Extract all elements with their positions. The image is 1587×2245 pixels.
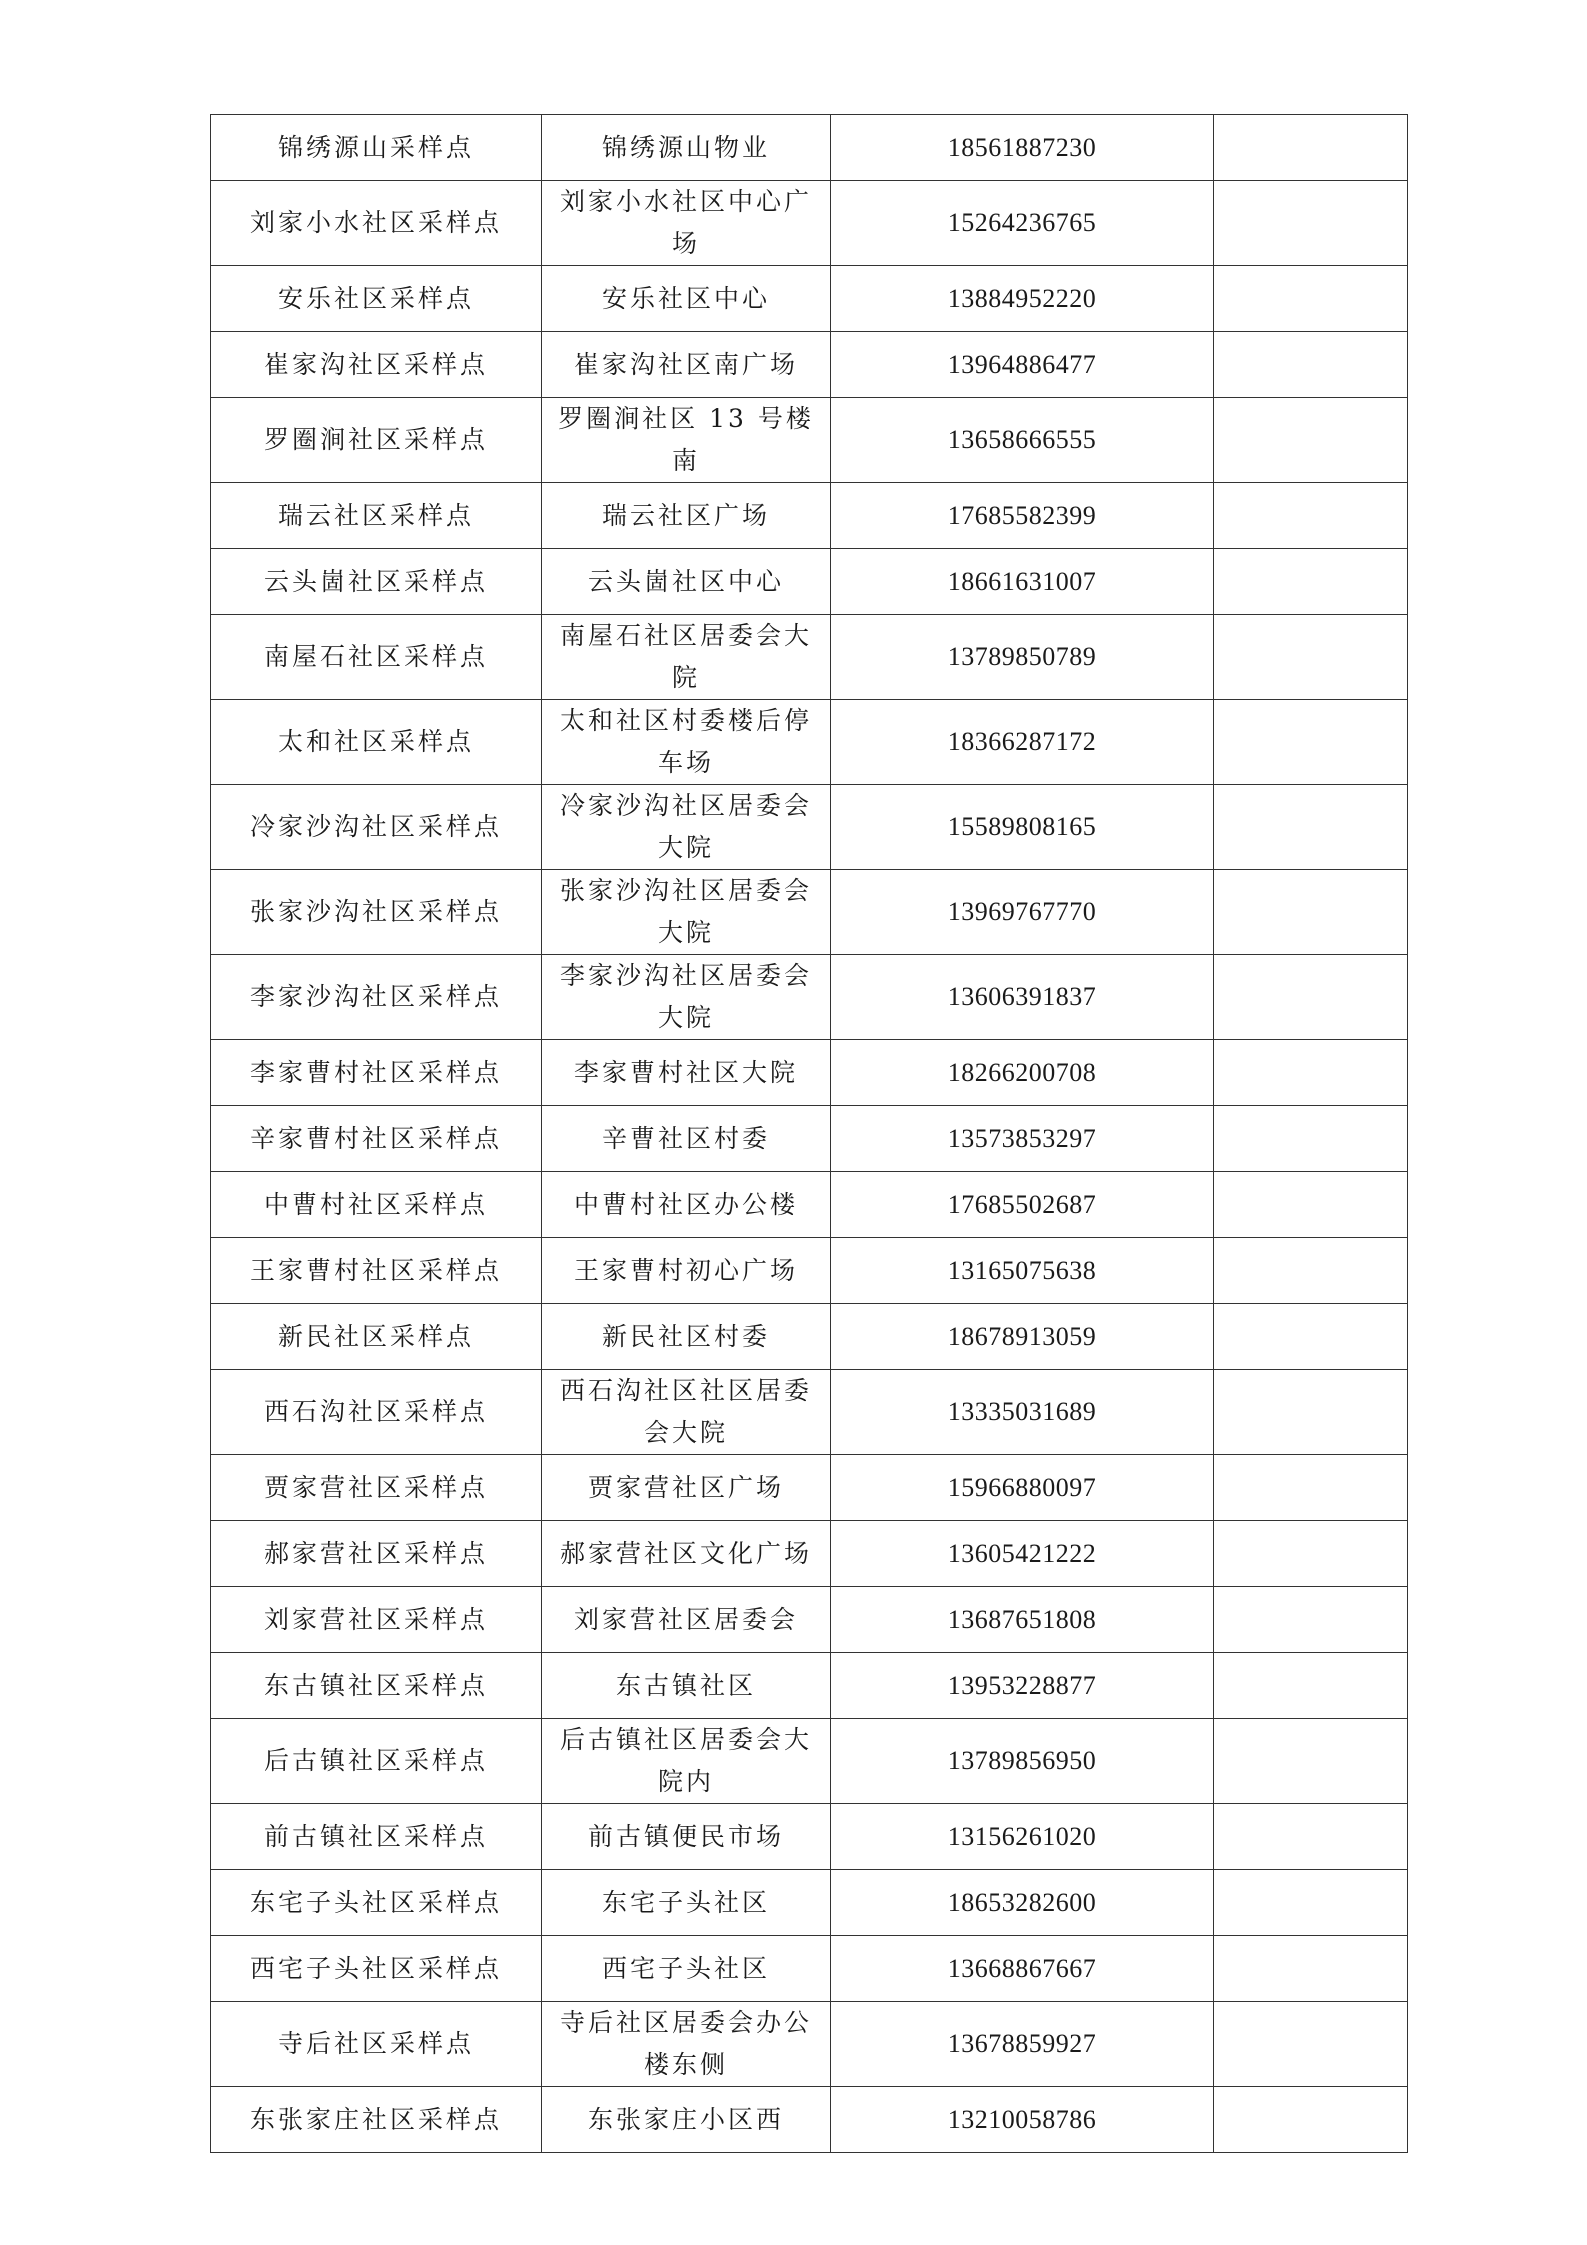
- note-cell: [1214, 615, 1408, 700]
- note-cell: [1214, 870, 1408, 955]
- location-cell: 辛曹社区村委: [542, 1106, 831, 1172]
- table-row: [211, 1238, 1408, 1304]
- location-cell: 刘家小水社区中心广场: [542, 181, 831, 266]
- site-name-cell: 刘家小水社区采样点: [211, 181, 542, 266]
- document-page: [210, 114, 1407, 2153]
- location-cell: 云头崮社区中心: [542, 549, 831, 615]
- site-name-cell: 李家沙沟社区采样点: [211, 955, 542, 1040]
- note-cell: [1214, 700, 1408, 785]
- location-cell: 冷家沙沟社区居委会大院: [542, 785, 831, 870]
- table-row: [211, 266, 1408, 332]
- note-cell: [1214, 181, 1408, 266]
- location-cell: 中曹村社区办公楼: [542, 1172, 831, 1238]
- table-row: [211, 1587, 1408, 1653]
- phone-cell: 15966880097: [831, 1455, 1214, 1521]
- note-cell: [1214, 1521, 1408, 1587]
- table-row: [211, 1804, 1408, 1870]
- note-cell: [1214, 115, 1408, 181]
- site-name-cell: 东张家庄社区采样点: [211, 2087, 542, 2153]
- phone-cell: 17685582399: [831, 483, 1214, 549]
- phone-cell: 13964886477: [831, 332, 1214, 398]
- phone-cell: 18266200708: [831, 1040, 1214, 1106]
- location-cell: 安乐社区中心: [542, 266, 831, 332]
- note-cell: [1214, 1936, 1408, 2002]
- phone-cell: 18678913059: [831, 1304, 1214, 1370]
- phone-cell: 13668867667: [831, 1936, 1214, 2002]
- location-cell: 刘家营社区居委会: [542, 1587, 831, 1653]
- site-name-cell: 冷家沙沟社区采样点: [211, 785, 542, 870]
- site-name-cell: 辛家曹村社区采样点: [211, 1106, 542, 1172]
- note-cell: [1214, 1653, 1408, 1719]
- note-cell: [1214, 1040, 1408, 1106]
- location-cell: 南屋石社区居委会大院: [542, 615, 831, 700]
- phone-cell: 13210058786: [831, 2087, 1214, 2153]
- location-cell: 东张家庄小区西: [542, 2087, 831, 2153]
- phone-cell: 18366287172: [831, 700, 1214, 785]
- location-cell: 瑞云社区广场: [542, 483, 831, 549]
- location-cell: 王家曹村初心广场: [542, 1238, 831, 1304]
- table-row: [211, 398, 1408, 483]
- site-name-cell: 南屋石社区采样点: [211, 615, 542, 700]
- phone-cell: 18661631007: [831, 549, 1214, 615]
- table-row: [211, 115, 1408, 181]
- note-cell: [1214, 785, 1408, 870]
- phone-cell: 13573853297: [831, 1106, 1214, 1172]
- phone-cell: 15264236765: [831, 181, 1214, 266]
- site-name-cell: 张家沙沟社区采样点: [211, 870, 542, 955]
- phone-cell: 13156261020: [831, 1804, 1214, 1870]
- table-row: [211, 1521, 1408, 1587]
- table-row: [211, 2087, 1408, 2153]
- site-name-cell: 李家曹村社区采样点: [211, 1040, 542, 1106]
- site-name-cell: 东宅子头社区采样点: [211, 1870, 542, 1936]
- location-cell: 前古镇便民市场: [542, 1804, 831, 1870]
- note-cell: [1214, 549, 1408, 615]
- site-name-cell: 贾家营社区采样点: [211, 1455, 542, 1521]
- phone-cell: 13969767770: [831, 870, 1214, 955]
- table-row: [211, 1936, 1408, 2002]
- phone-cell: 13789850789: [831, 615, 1214, 700]
- phone-cell: 13789856950: [831, 1719, 1214, 1804]
- site-name-cell: 锦绣源山采样点: [211, 115, 542, 181]
- note-cell: [1214, 955, 1408, 1040]
- note-cell: [1214, 1370, 1408, 1455]
- site-name-cell: 罗圈涧社区采样点: [211, 398, 542, 483]
- site-name-cell: 中曹村社区采样点: [211, 1172, 542, 1238]
- table-row: [211, 1455, 1408, 1521]
- table-row: [211, 332, 1408, 398]
- location-cell: 寺后社区居委会办公楼东侧: [542, 2002, 831, 2087]
- note-cell: [1214, 483, 1408, 549]
- phone-cell: 18653282600: [831, 1870, 1214, 1936]
- table-row: [211, 2002, 1408, 2087]
- table-row: [211, 1870, 1408, 1936]
- location-cell: 西石沟社区社区居委会大院: [542, 1370, 831, 1455]
- location-cell: 新民社区村委: [542, 1304, 831, 1370]
- location-cell: 后古镇社区居委会大院内: [542, 1719, 831, 1804]
- note-cell: [1214, 1870, 1408, 1936]
- table-row: [211, 700, 1408, 785]
- location-cell: 太和社区村委楼后停车场: [542, 700, 831, 785]
- note-cell: [1214, 2087, 1408, 2153]
- note-cell: [1214, 1304, 1408, 1370]
- site-name-cell: 新民社区采样点: [211, 1304, 542, 1370]
- note-cell: [1214, 1587, 1408, 1653]
- phone-cell: 13605421222: [831, 1521, 1214, 1587]
- location-cell: 李家沙沟社区居委会大院: [542, 955, 831, 1040]
- note-cell: [1214, 332, 1408, 398]
- note-cell: [1214, 1106, 1408, 1172]
- phone-cell: 18561887230: [831, 115, 1214, 181]
- table-row: [211, 1653, 1408, 1719]
- table-row: [211, 1719, 1408, 1804]
- site-name-cell: 寺后社区采样点: [211, 2002, 542, 2087]
- location-cell: 罗圈涧社区 13 号楼南: [542, 398, 831, 483]
- location-cell: 李家曹村社区大院: [542, 1040, 831, 1106]
- site-name-cell: 前古镇社区采样点: [211, 1804, 542, 1870]
- site-name-cell: 西宅子头社区采样点: [211, 1936, 542, 2002]
- phone-cell: 13165075638: [831, 1238, 1214, 1304]
- location-cell: 张家沙沟社区居委会大院: [542, 870, 831, 955]
- location-cell: 郝家营社区文化广场: [542, 1521, 831, 1587]
- phone-cell: 13335031689: [831, 1370, 1214, 1455]
- note-cell: [1214, 1172, 1408, 1238]
- table-row: [211, 615, 1408, 700]
- table-row: [211, 1370, 1408, 1455]
- location-cell: 锦绣源山物业: [542, 115, 831, 181]
- site-name-cell: 云头崮社区采样点: [211, 549, 542, 615]
- table-row: [211, 181, 1408, 266]
- note-cell: [1214, 2002, 1408, 2087]
- note-cell: [1214, 1455, 1408, 1521]
- site-name-cell: 郝家营社区采样点: [211, 1521, 542, 1587]
- table-row: [211, 483, 1408, 549]
- site-name-cell: 东古镇社区采样点: [211, 1653, 542, 1719]
- location-cell: 贾家营社区广场: [542, 1455, 831, 1521]
- phone-cell: 13884952220: [831, 266, 1214, 332]
- location-cell: 西宅子头社区: [542, 1936, 831, 2002]
- table-row: [211, 785, 1408, 870]
- phone-cell: 13953228877: [831, 1653, 1214, 1719]
- location-cell: 东宅子头社区: [542, 1870, 831, 1936]
- note-cell: [1214, 1238, 1408, 1304]
- table-row: [211, 1304, 1408, 1370]
- table-row: [211, 1040, 1408, 1106]
- site-name-cell: 西石沟社区采样点: [211, 1370, 542, 1455]
- phone-cell: 15589808165: [831, 785, 1214, 870]
- site-name-cell: 刘家营社区采样点: [211, 1587, 542, 1653]
- table-row: [211, 1106, 1408, 1172]
- phone-cell: 17685502687: [831, 1172, 1214, 1238]
- sampling-sites-table: [210, 114, 1408, 2153]
- location-cell: 东古镇社区: [542, 1653, 831, 1719]
- site-name-cell: 太和社区采样点: [211, 700, 542, 785]
- location-cell: 崔家沟社区南广场: [542, 332, 831, 398]
- table-row: [211, 870, 1408, 955]
- table-row: [211, 549, 1408, 615]
- site-name-cell: 王家曹村社区采样点: [211, 1238, 542, 1304]
- table-row: [211, 955, 1408, 1040]
- site-name-cell: 崔家沟社区采样点: [211, 332, 542, 398]
- phone-cell: 13658666555: [831, 398, 1214, 483]
- phone-cell: 13606391837: [831, 955, 1214, 1040]
- note-cell: [1214, 1719, 1408, 1804]
- note-cell: [1214, 266, 1408, 332]
- note-cell: [1214, 398, 1408, 483]
- phone-cell: 13687651808: [831, 1587, 1214, 1653]
- note-cell: [1214, 1804, 1408, 1870]
- phone-cell: 13678859927: [831, 2002, 1214, 2087]
- table-row: [211, 1172, 1408, 1238]
- site-name-cell: 后古镇社区采样点: [211, 1719, 542, 1804]
- site-name-cell: 瑞云社区采样点: [211, 483, 542, 549]
- site-name-cell: 安乐社区采样点: [211, 266, 542, 332]
